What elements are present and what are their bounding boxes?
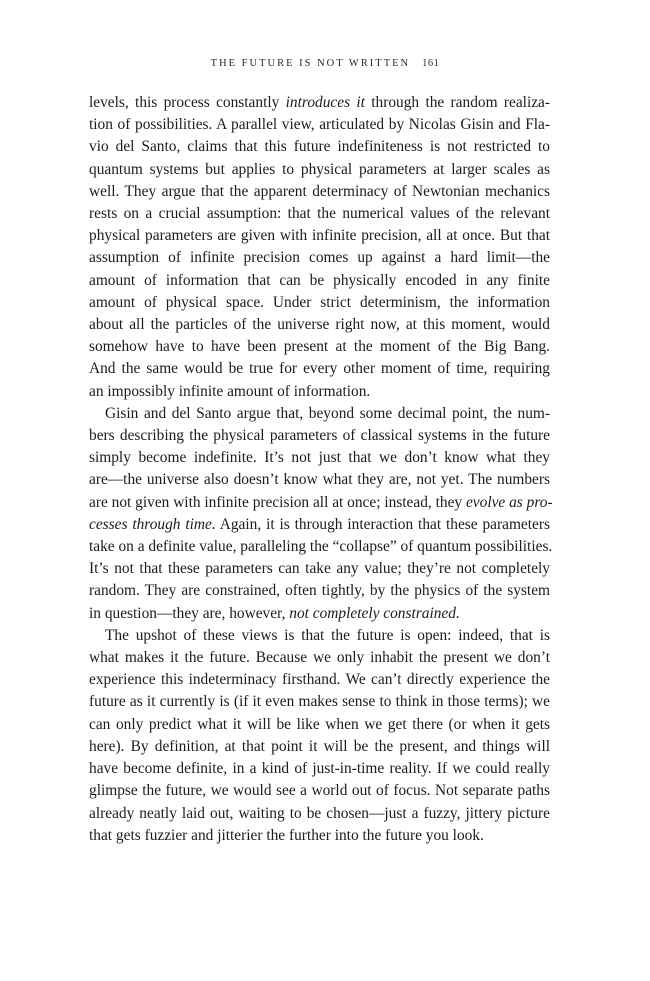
- running-head-title: THE FUTURE IS NOT WRITTEN: [210, 58, 411, 69]
- text-line: [89, 270, 550, 292]
- text-run: vio del Santo, claims that this future indefiniteness is not restricted to: [89, 138, 550, 156]
- text-run: here). By definition, at that point it will be the present, and things will: [89, 737, 550, 755]
- text-line: [89, 314, 550, 336]
- text-line: [89, 669, 550, 691]
- text-line: [89, 514, 550, 536]
- text-line: [89, 825, 550, 847]
- text-run: rests on a crucial assumption: that the numerical values of the relevant: [89, 205, 550, 223]
- text-run: are—the universe also doesn’t know what they are, not yet. The numbers: [89, 471, 550, 489]
- text-run: in question—they are, however,: [89, 604, 290, 622]
- text-run: already neatly laid out, waiting to be chosen—just a fuzzy, jittery picture: [89, 804, 550, 822]
- text-run: are not given with infinite precision all at once; instead, they: [89, 493, 466, 511]
- text-run: bers describing the physical parameters of classical systems in the future: [89, 427, 550, 445]
- text-run: have become definite, in a kind of just-in-time reality. If we could really: [89, 760, 550, 778]
- text-line: [89, 225, 550, 247]
- text-run: can only predict what it will be like when we get there (or when it gets: [89, 715, 550, 733]
- text-run: amount of information that can be physically encoded in any finite: [89, 271, 550, 289]
- italic-text-run: introduces it: [285, 94, 365, 111]
- text-run: take on a definite value, paralleling the “collapse” of quantum possibilities.: [89, 538, 553, 556]
- text-line: [89, 159, 550, 181]
- text-run: It’s not that these parameters can take any value; they’re not completely: [89, 560, 550, 578]
- text-run: experience this indeterminacy firsthand. We can’t directly experience the: [89, 671, 550, 689]
- paragraph: [89, 625, 550, 847]
- text-line: [89, 803, 550, 825]
- text-run: And the same would be true for every other moment of time, requiring: [89, 360, 550, 378]
- text-run: well. They argue that the apparent determinacy of Newtonian mechanics: [89, 182, 550, 200]
- text-run: future as it currently is (if it even makes sense to think in those terms); we: [89, 693, 550, 711]
- text-run: through the random realiza-: [364, 94, 551, 111]
- text-run: an impossibly infinite amount of information.: [89, 382, 371, 400]
- text-line: [89, 736, 550, 758]
- text-line: [89, 536, 553, 558]
- text-line: [89, 336, 550, 358]
- text-line: [89, 425, 550, 447]
- text-line: [89, 136, 550, 158]
- text-run: amount of physical space. Under strict determinism, the information: [89, 293, 550, 311]
- text-line: [89, 381, 550, 403]
- text-run: quantum systems but applies to physical parameters at larger scales as: [89, 160, 550, 178]
- text-run: about all the particles of the universe right now, at this moment, would: [89, 316, 550, 334]
- text-line: [89, 492, 553, 514]
- text-run: tion of possibilities. A parallel view, articulated by Nicolas Gisin and Fla-: [89, 116, 550, 134]
- text-run: The upshot of these views is that the future is open: indeed, that is: [105, 626, 550, 644]
- text-line: [89, 247, 550, 269]
- text-run: levels, this process constantly: [89, 94, 286, 111]
- paragraph: [89, 403, 553, 625]
- text-line: [89, 403, 550, 425]
- text-run: physical parameters are given with infinite precision, all at once. But that: [89, 227, 550, 245]
- text-line: [89, 603, 550, 625]
- italic-text-run: cesses through time.: [89, 515, 216, 533]
- text-run: Again, it is through interaction that these parameters: [215, 515, 550, 533]
- text-line: [89, 447, 550, 469]
- text-line: [89, 758, 550, 780]
- text-line: [89, 358, 550, 380]
- text-run: glimpse the future, we would see a world out of focus. Not separate paths: [89, 782, 550, 800]
- text-run: somehow have to have been present at the moment of the Big Bang.: [89, 338, 550, 356]
- italic-text-run: evolve as pro-: [465, 493, 553, 511]
- running-head: [0, 58, 650, 69]
- text-run: that gets fuzzier and jitterier the further into the future you look.: [89, 826, 484, 844]
- text-run: assumption of infinite precision comes up against a hard limit—the: [89, 249, 550, 267]
- text-run: Gisin and del Santo argue that, beyond some decimal point, the num-: [105, 404, 550, 422]
- paragraph: [89, 92, 550, 403]
- text-run: what makes it the future. Because we only inhabit the present we don’t: [89, 649, 550, 667]
- text-run: simply become indefinite. It’s not just that we don’t know what they: [89, 449, 550, 467]
- italic-text-run: not completely constrained.: [289, 604, 460, 622]
- text-line: [89, 780, 550, 802]
- body-text: [89, 92, 553, 847]
- page-number: 161: [422, 58, 440, 69]
- text-line: [89, 558, 550, 580]
- text-line: [89, 580, 550, 602]
- text-line: [89, 714, 550, 736]
- text-line: [89, 292, 550, 314]
- text-line: [89, 691, 550, 713]
- text-line: [89, 181, 550, 203]
- text-line: [89, 647, 550, 669]
- text-line: [89, 203, 550, 225]
- text-line: [89, 114, 550, 136]
- text-line: [89, 469, 550, 491]
- text-line: [89, 92, 550, 114]
- text-line: [89, 625, 550, 647]
- text-run: random. They are constrained, often tightly, by the physics of the system: [89, 582, 550, 600]
